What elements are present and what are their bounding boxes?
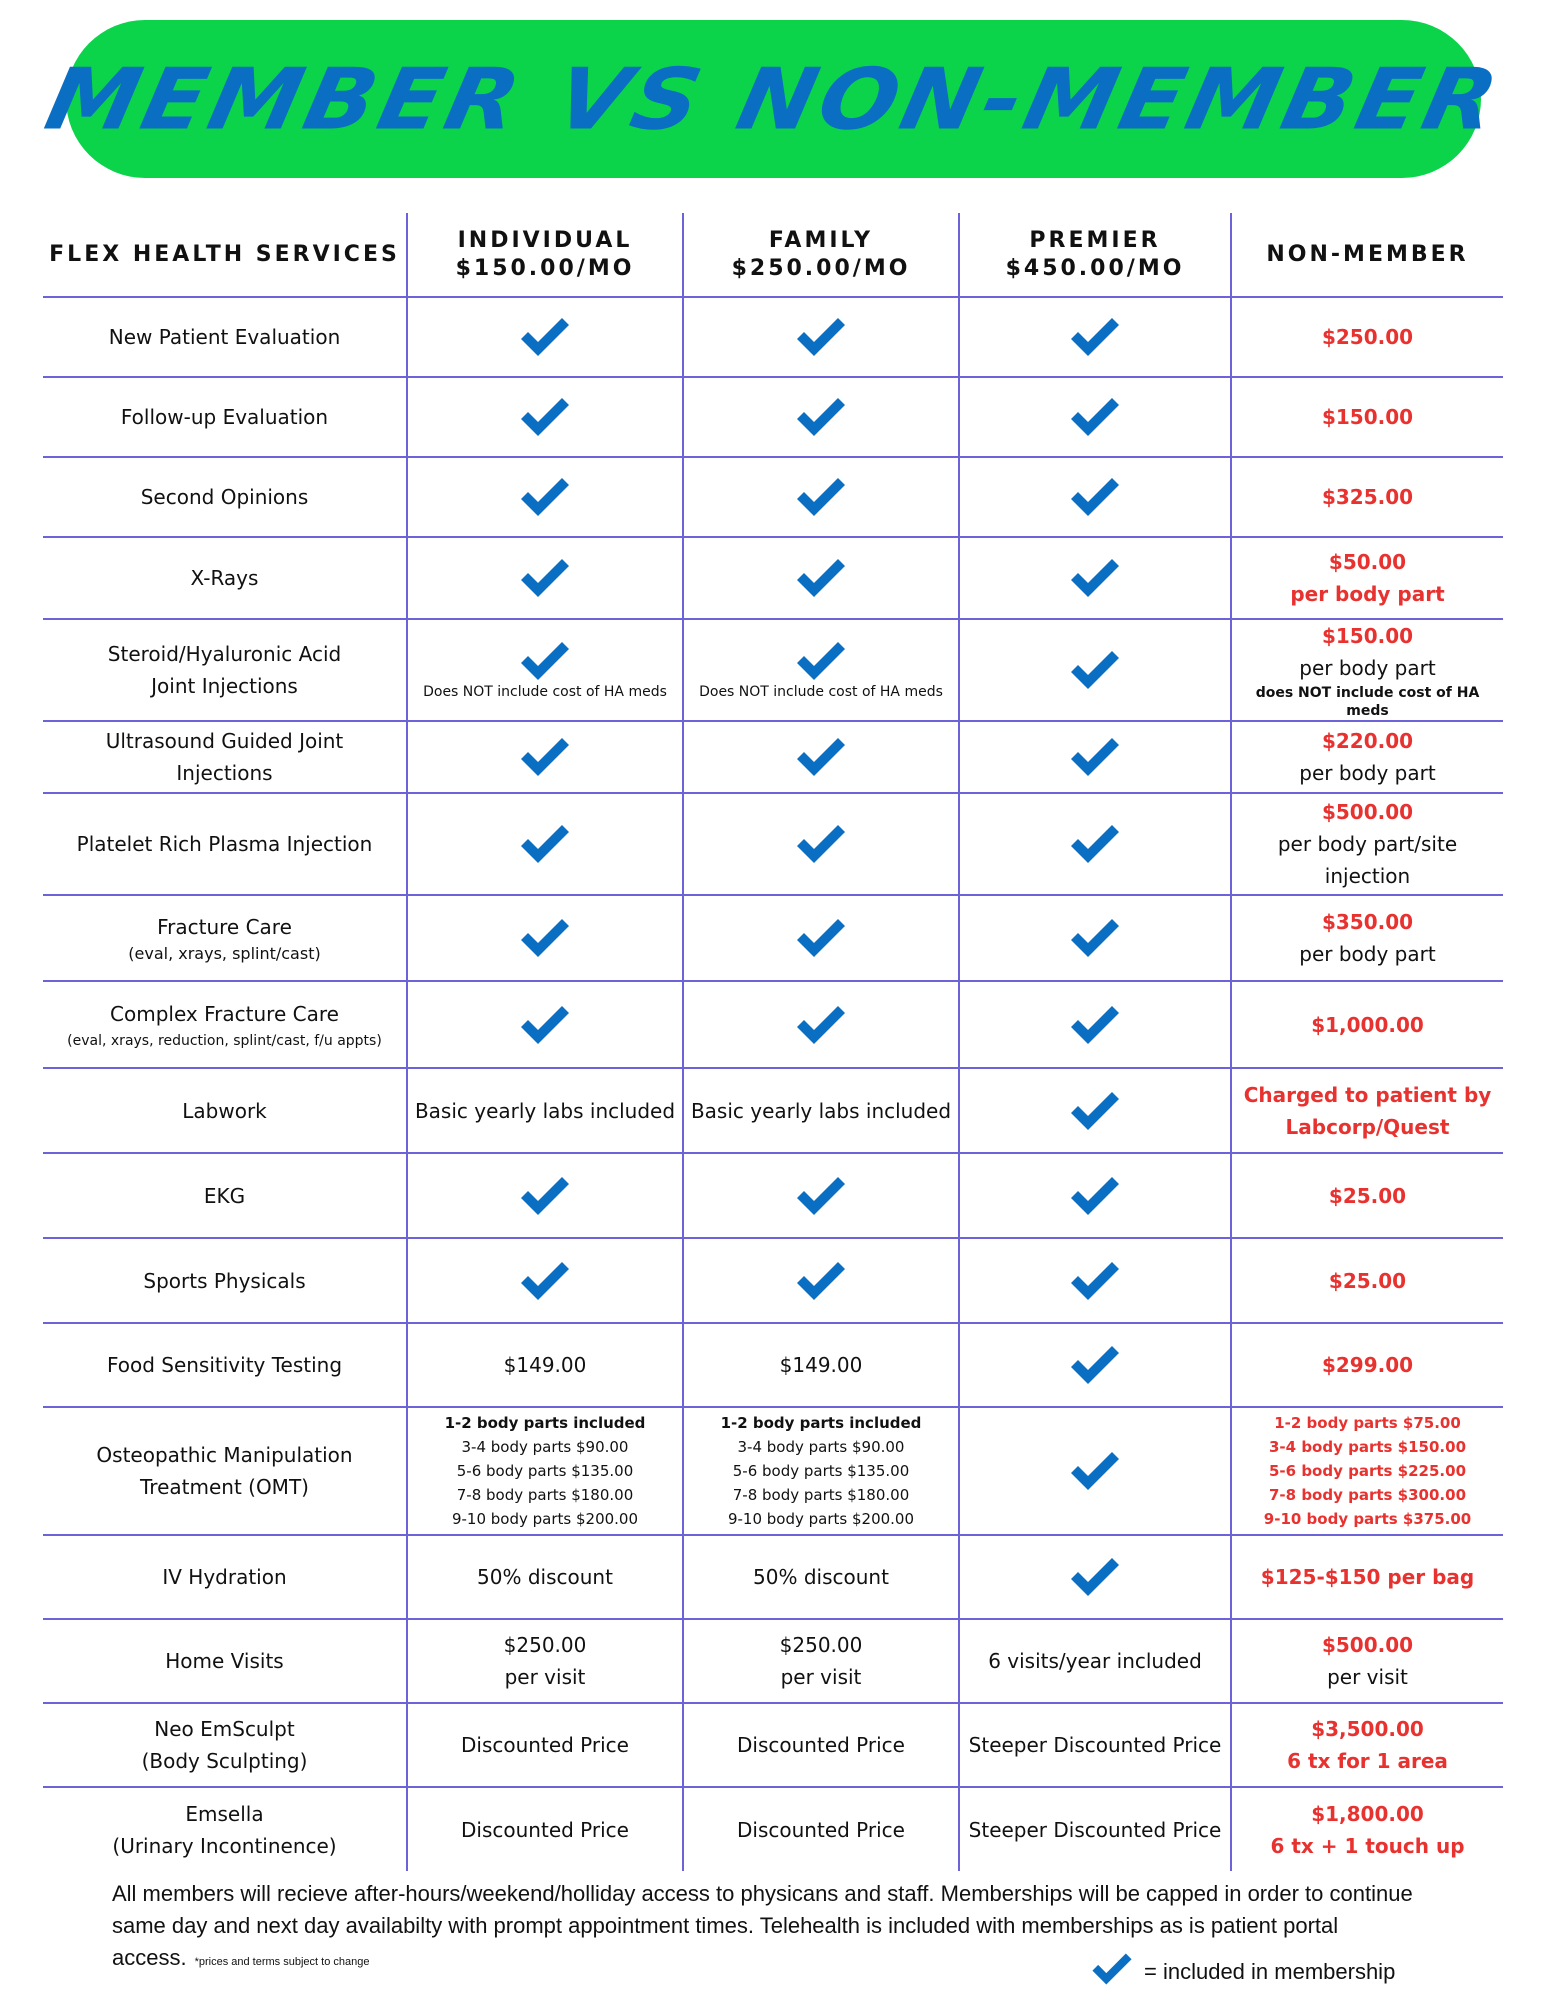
checkmark-icon xyxy=(407,895,683,981)
checkmark-icon xyxy=(518,651,572,670)
checkmark-icon xyxy=(959,457,1231,537)
checkmark-icon xyxy=(407,537,683,619)
nonmember-price: $500.00 per body part/site injection xyxy=(1231,793,1503,895)
nonmember-price: $3,500.00 6 tx for 1 area xyxy=(1231,1703,1503,1787)
premier-value: Steeper Discounted Price xyxy=(959,1703,1231,1787)
nonmember-price: $125-$150 per bag xyxy=(1231,1535,1503,1619)
checkmark-icon xyxy=(959,721,1231,793)
checkmark-icon xyxy=(683,457,959,537)
header-individual: INDIVIDUAL $150.00/MO xyxy=(407,213,683,297)
checkmark-icon xyxy=(683,537,959,619)
header-premier: PREMIER $450.00/MO xyxy=(959,213,1231,297)
nonmember-price: $25.00 xyxy=(1231,1153,1503,1238)
table-row xyxy=(43,297,1503,377)
table-row xyxy=(43,1535,1503,1619)
service-name: Labwork xyxy=(43,1068,407,1153)
checkmark-icon xyxy=(683,1153,959,1238)
checkmark-icon xyxy=(959,981,1231,1068)
table-row xyxy=(43,1787,1503,1871)
table-row xyxy=(43,1068,1503,1153)
individual-value: Basic yearly labs included xyxy=(407,1068,683,1153)
checkmark-icon xyxy=(959,297,1231,377)
individual-value: $149.00 xyxy=(407,1323,683,1407)
service-name: X-Rays xyxy=(43,537,407,619)
service-name: EKG xyxy=(43,1153,407,1238)
checkmark-icon xyxy=(407,721,683,793)
checkmark-icon xyxy=(959,1407,1231,1535)
individual-value: Discounted Price xyxy=(407,1787,683,1871)
checkmark-icon xyxy=(959,895,1231,981)
table-row xyxy=(43,1619,1503,1703)
service-name: Neo EmSculpt (Body Sculpting) xyxy=(43,1703,407,1787)
table-row xyxy=(43,1407,1503,1535)
nonmember-omt-list: 1-2 body parts $75.00 3-4 body parts $150.00 5-6 body parts $225.00 7-8 body parts $300.00 9-10 body parts $375.00 xyxy=(1231,1407,1503,1535)
table-row xyxy=(43,1238,1503,1323)
checkmark-icon xyxy=(407,297,683,377)
nonmember-price: $25.00 xyxy=(1231,1238,1503,1323)
checkmark-icon xyxy=(683,377,959,457)
checkmark-icon xyxy=(959,1068,1231,1153)
nonmember-price: $500.00 per visit xyxy=(1231,1619,1503,1703)
checkmark-icon xyxy=(683,721,959,793)
checkmark-icon xyxy=(959,1238,1231,1323)
legend-text: = included in membership xyxy=(1144,1959,1396,1984)
checkmark-icon xyxy=(683,1238,959,1323)
checkmark-icon xyxy=(407,1238,683,1323)
table-row xyxy=(43,793,1503,895)
cell-note: Does NOT include cost of HA meds xyxy=(423,684,667,700)
checkmark-cell xyxy=(407,619,683,721)
family-omt-list: 1-2 body parts included 3-4 body parts $90.00 5-6 body parts $135.00 7-8 body parts $180.00 9-10 body parts $200.00 xyxy=(683,1407,959,1535)
checkmark-icon xyxy=(1090,1950,1144,1994)
service-name: Complex Fracture Care (eval, xrays, reduction, splint/cast, f/u appts) xyxy=(43,981,407,1068)
checkmark-icon xyxy=(959,1323,1231,1407)
individual-omt-list: 1-2 body parts included 3-4 body parts $90.00 5-6 body parts $135.00 7-8 body parts $180.00 9-10 body parts $200.00 xyxy=(407,1407,683,1535)
nonmember-price: $50.00 per body part xyxy=(1231,537,1503,619)
table-row xyxy=(43,1323,1503,1407)
individual-value: Discounted Price xyxy=(407,1703,683,1787)
checkmark-icon xyxy=(683,297,959,377)
nonmember-price: Charged to patient by Labcorp/Quest xyxy=(1231,1068,1503,1153)
header-nonmember: NON-MEMBER xyxy=(1231,213,1503,297)
service-name: Fracture Care (eval, xrays, splint/cast) xyxy=(43,895,407,981)
checkmark-icon xyxy=(407,793,683,895)
table-row xyxy=(43,1153,1503,1238)
service-name: Ultrasound Guided Joint Injections xyxy=(43,721,407,793)
checkmark-icon xyxy=(959,619,1231,721)
service-name: Sports Physicals xyxy=(43,1238,407,1323)
table-row xyxy=(43,981,1503,1068)
checkmark-icon xyxy=(959,1153,1231,1238)
header-family: FAMILY $250.00/MO xyxy=(683,213,959,297)
service-name: Osteopathic Manipulation Treatment (OMT) xyxy=(43,1407,407,1535)
checkmark-icon xyxy=(959,793,1231,895)
header-services: FLEX HEALTH SERVICES xyxy=(43,213,407,297)
title-banner xyxy=(37,20,1510,178)
footer-text: All members will recieve after-hours/weekend/holliday access to physicans and staff. Memberships will be capped in order to continue same day and next day availabilty with prompt appointment times. Telehealth is included with memberships as is patient portal access. xyxy=(112,1881,1413,1970)
nonmember-price: $350.00 per body part xyxy=(1231,895,1503,981)
checkmark-icon xyxy=(407,1153,683,1238)
table-row xyxy=(43,619,1503,721)
checkmark-icon xyxy=(683,793,959,895)
checkmark-icon xyxy=(959,1535,1231,1619)
header-row xyxy=(43,213,1503,297)
service-name: Emsella (Urinary Incontinence) xyxy=(43,1787,407,1871)
table-row xyxy=(43,377,1503,457)
family-value: $250.00 per visit xyxy=(683,1619,959,1703)
table-row xyxy=(43,721,1503,793)
nonmember-price: $1,000.00 xyxy=(1231,981,1503,1068)
fine-print: *prices and terms subject to change xyxy=(194,1956,370,1968)
checkmark-icon xyxy=(959,537,1231,619)
family-value: 50% discount xyxy=(683,1535,959,1619)
service-name: Second Opinions xyxy=(43,457,407,537)
nonmember-price: $150.00 per body part does NOT include cost of HA meds xyxy=(1231,619,1503,721)
checkmark-icon xyxy=(407,377,683,457)
page-title: MEMBER VS NON-MEMBER xyxy=(37,49,1510,149)
individual-value: $250.00 per visit xyxy=(407,1619,683,1703)
pricing-table xyxy=(43,213,1503,1871)
table-row xyxy=(43,457,1503,537)
premier-value: Steeper Discounted Price xyxy=(959,1787,1231,1871)
checkmark-icon xyxy=(407,457,683,537)
checkmark-icon xyxy=(794,651,848,670)
nonmember-price: $325.00 xyxy=(1231,457,1503,537)
family-value: Discounted Price xyxy=(683,1703,959,1787)
checkmark-icon xyxy=(407,981,683,1068)
checkmark-cell xyxy=(683,619,959,721)
service-name: Platelet Rich Plasma Injection xyxy=(43,793,407,895)
family-value: Basic yearly labs included xyxy=(683,1068,959,1153)
nonmember-price: $1,800.00 6 tx + 1 touch up xyxy=(1231,1787,1503,1871)
family-value: Discounted Price xyxy=(683,1787,959,1871)
service-name: New Patient Evaluation xyxy=(43,297,407,377)
table-row xyxy=(43,537,1503,619)
service-name: IV Hydration xyxy=(43,1535,407,1619)
family-value: $149.00 xyxy=(683,1323,959,1407)
legend xyxy=(1090,1950,1395,1994)
checkmark-icon xyxy=(959,377,1231,457)
service-name: Follow-up Evaluation xyxy=(43,377,407,457)
checkmark-icon xyxy=(683,981,959,1068)
nonmember-price: $299.00 xyxy=(1231,1323,1503,1407)
checkmark-icon xyxy=(683,895,959,981)
nonmember-price: $250.00 xyxy=(1231,297,1503,377)
cell-note: Does NOT include cost of HA meds xyxy=(699,684,943,700)
service-name: Food Sensitivity Testing xyxy=(43,1323,407,1407)
nonmember-price: $220.00 per body part xyxy=(1231,721,1503,793)
table-row xyxy=(43,895,1503,981)
service-name: Steroid/Hyaluronic Acid Joint Injections xyxy=(43,619,407,721)
premier-value: 6 visits/year included xyxy=(959,1619,1231,1703)
table-row xyxy=(43,1703,1503,1787)
individual-value: 50% discount xyxy=(407,1535,683,1619)
nonmember-price: $150.00 xyxy=(1231,377,1503,457)
service-name: Home Visits xyxy=(43,1619,407,1703)
